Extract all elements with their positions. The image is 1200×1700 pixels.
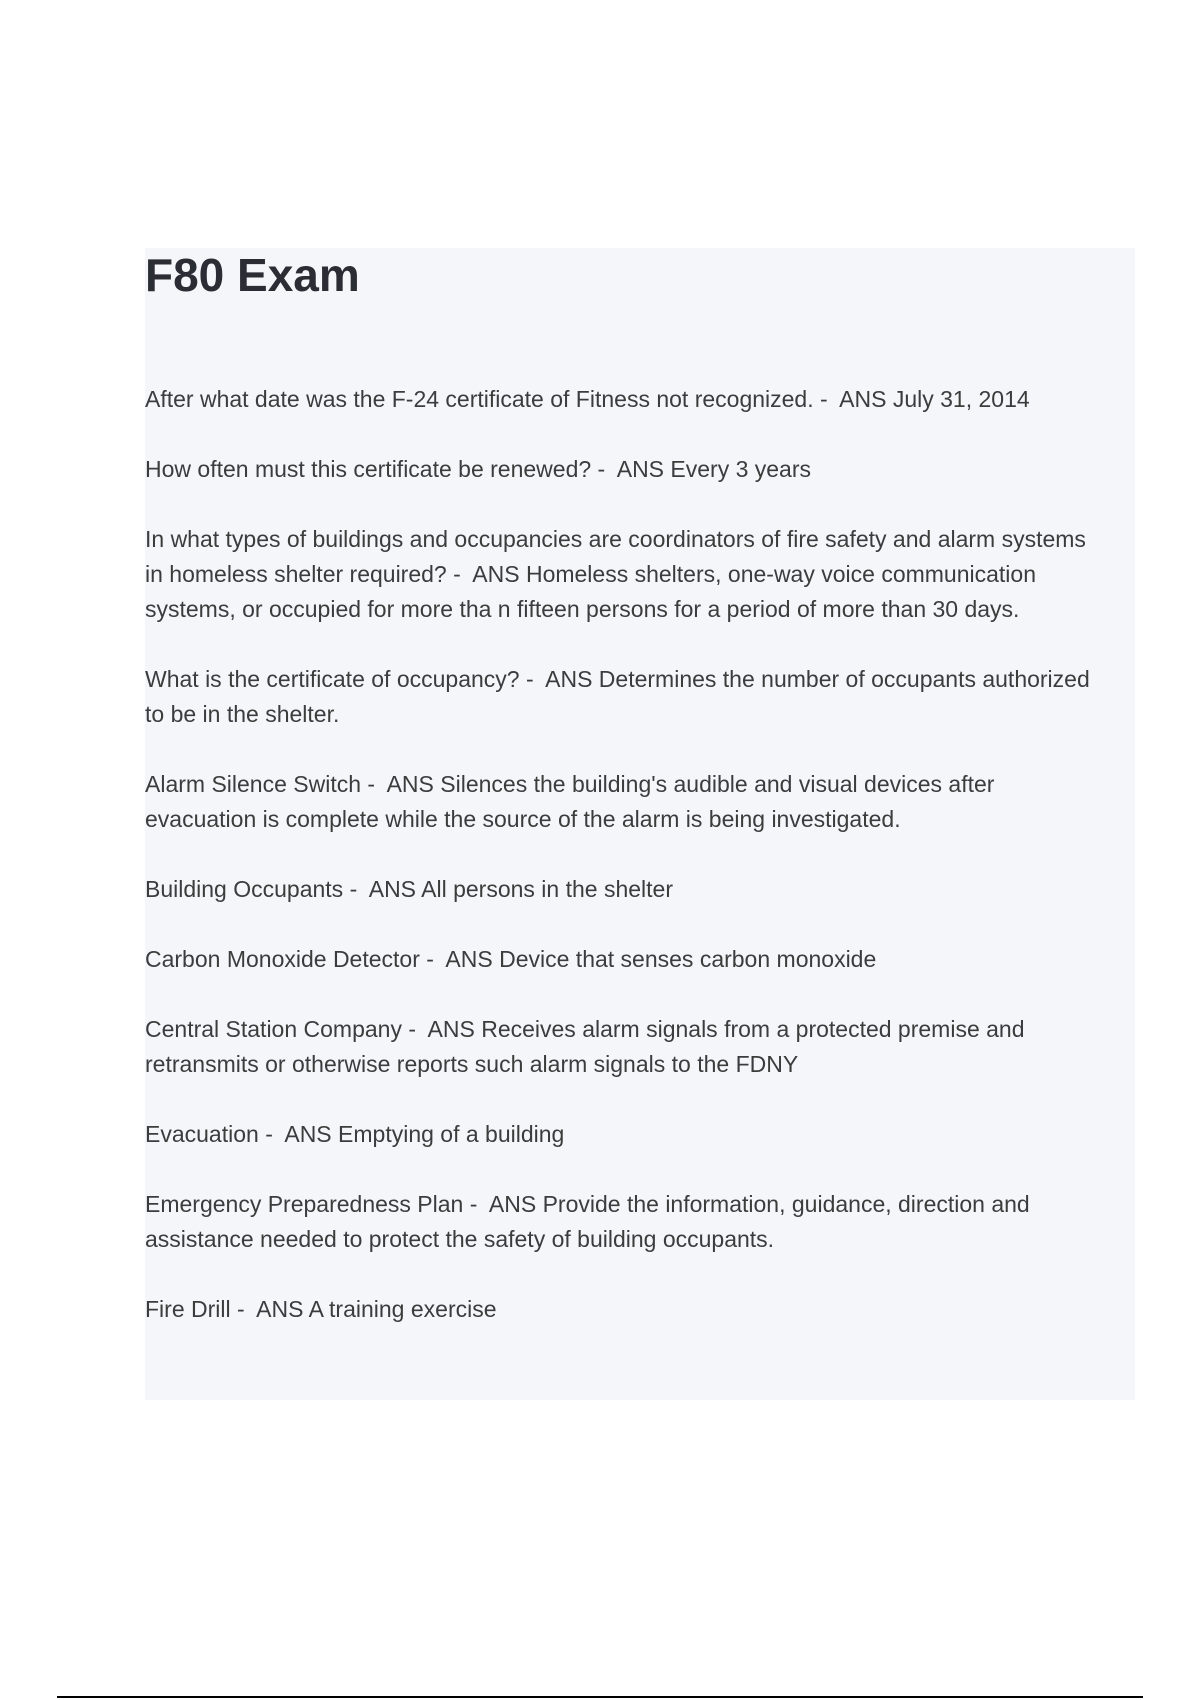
document-title: F80 Exam [145,249,360,301]
qa-item: What is the certificate of occupancy? - ANS Determines the number of occupants authorized to be in the shelter. [145,666,1097,727]
footer-rule [57,1696,1143,1698]
qa-item: How often must this certificate be renewed? - ANS Every 3 years [145,456,812,482]
qa-item: After what date was the F-24 certificate of Fitness not recognized. - ANS July 31, 2014 [145,386,1030,412]
qa-item: In what types of buildings and occupancies are coordinators of fire safety and alarm systems in homeless shelter required? - ANS Homeless shelters, one-way voice communication systems, or occupied for more tha n fifteen persons for a period of more than 30 days. [145,526,1093,622]
question-answer-list [145,382,1095,1362]
qa-item: Building Occupants - ANS All persons in the shelter [145,876,674,902]
qa-item: Alarm Silence Switch - ANS Silences the building's audible and visual devices after evacuation is complete while the source of the alarm is being investigated. [145,771,1001,832]
qa-item: Carbon Monoxide Detector - ANS Device that senses carbon monoxide [145,946,877,972]
qa-item: Emergency Preparedness Plan - ANS Provide the information, guidance, direction and assistance needed to protect the safety of building occupants. [145,1191,1037,1252]
qa-item: Fire Drill - ANS A training exercise [145,1296,497,1322]
qa-item: Central Station Company - ANS Receives alarm signals from a protected premise and retransmits or otherwise reports such alarm signals to the FDNY [145,1016,1031,1077]
qa-item: Evacuation - ANS Emptying of a building [145,1121,565,1147]
